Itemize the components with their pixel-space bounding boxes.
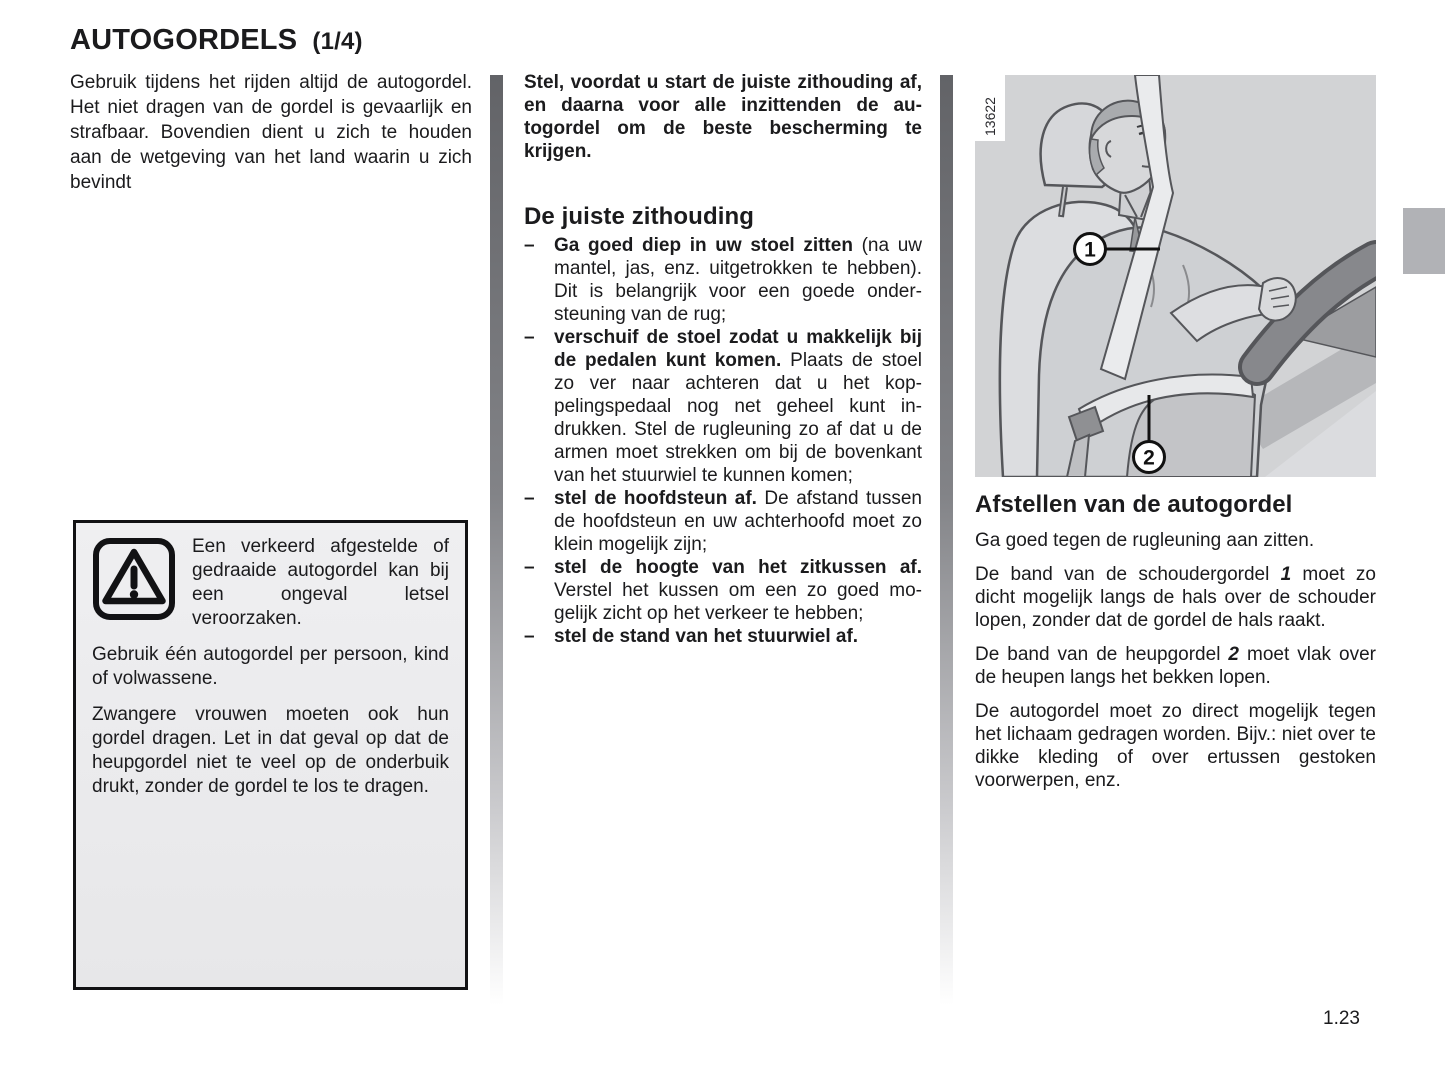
callout-2-number: 2: [1143, 446, 1155, 470]
page-number: 1.23: [1323, 1008, 1360, 1029]
dash-bullet: –: [524, 488, 535, 509]
warning-triangle-icon: [92, 537, 176, 621]
left-column: [70, 70, 472, 195]
section-heading-zithouding: De juiste zithouding: [524, 203, 754, 230]
dash-bullet: –: [524, 235, 535, 256]
seating-position-list: [524, 234, 922, 648]
callout-1-number: 1: [1084, 238, 1096, 262]
dash-bullet: –: [524, 557, 535, 578]
warning-paragraph-1: Een verkeerd afgestelde of gedraaide autogordel kan bij een ongeval letsel veroorzaken.: [192, 536, 449, 629]
intro-paragraph: Gebruik tijdens het rijden altijd de autogordel. Het niet dragen van de gordel is gevaarlijk en strafbaar. Bovendien dient u zich te houden aan de wetgeving van het land waarin u zich bevindt: [70, 72, 472, 193]
list-item: – stel de hoogte van het zitkussen af. Verstel het kussen om een zo goed mogelijk zicht op het verkeer te hebben;: [524, 557, 922, 624]
list-item: – stel de hoofdsteun af. De afstand tussen de hoofdsteun en uw achterhoofd moet zo klein mogelijk zijn;: [524, 488, 922, 555]
warning-box: [73, 520, 468, 990]
adjust-paragraph-4: De autogordel moet zo direct mogelijk tegen het lichaam gedragen worden. Bijv.: niet over te dikke kleding of over ertussen gestoken voorwerpen, enz.: [975, 701, 1376, 791]
page-title: [70, 24, 363, 57]
figure-id-label: 13622: [982, 97, 998, 136]
driver-figure-drawing: [975, 75, 1376, 477]
section-edge-tab: [1403, 208, 1445, 274]
warning-paragraph-3: Zwangere vrouwen moeten ook hun gordel dragen. Let in dat geval op dat de heupgordel niet te veel op de onderbuik drukt, zonder de gordel te los te dragen.: [92, 704, 449, 797]
belt-ref-1: 1: [1280, 564, 1292, 585]
page-title-counter: (1/4): [312, 28, 363, 55]
belt-ref-2: 2: [1228, 644, 1239, 665]
dash-bullet: –: [524, 327, 535, 348]
warning-paragraph-2: Gebruik één autogordel per persoon, kind of volwassene.: [92, 644, 449, 689]
list-item: – stel de stand van het stuurwiel af.: [524, 626, 859, 647]
adjust-paragraph-2: De band van de schoudergordel 1 moet zo dicht mogelijk langs de hals over de schouder lopen, zonder dat de gordel de hals raakt.: [975, 564, 1376, 631]
list-item: – Ga goed diep in uw stoel zitten (na uw mantel, jas, enz. uitgetrokken te hebben). Dit is belangrijk voor een goede ondersteuning van de rug;: [524, 235, 922, 325]
page-title-text: AUTOGORDELS: [70, 24, 298, 56]
seatbelt-intro-paragraph: Stel, voordat u start de juiste zithouding af, en daarna voor alle inzittenden de autogordel om de beste bescherming te krijgen.: [524, 72, 922, 162]
adjust-paragraph-3: De band van de heupgordel 2 moet vlak over de heupen langs het bekken lopen.: [975, 644, 1376, 688]
seatbelt-illustration: [975, 75, 1376, 477]
right-column: [975, 75, 1376, 792]
dash-bullet: –: [524, 626, 535, 647]
column-separator-right: [940, 75, 953, 1005]
column-separator-left: [490, 75, 503, 1005]
list-item: – verschuif de stoel zodat u makkelijk bij de pedalen kunt komen. Plaats de stoel zo ver naar achteren dat u het koppelingspedaal nog net geheel kunt indrukken. Stel de rugleuning zo af dat u de armen moet strekken om bij de bovenkant van het stuurwiel te kunnen komen;: [524, 327, 922, 486]
adjust-paragraph-1: Ga goed tegen de rugleuning aan zitten.: [975, 530, 1315, 551]
section-heading-afstellen: Afstellen van de autogordel: [975, 491, 1293, 518]
middle-column: [524, 71, 922, 648]
